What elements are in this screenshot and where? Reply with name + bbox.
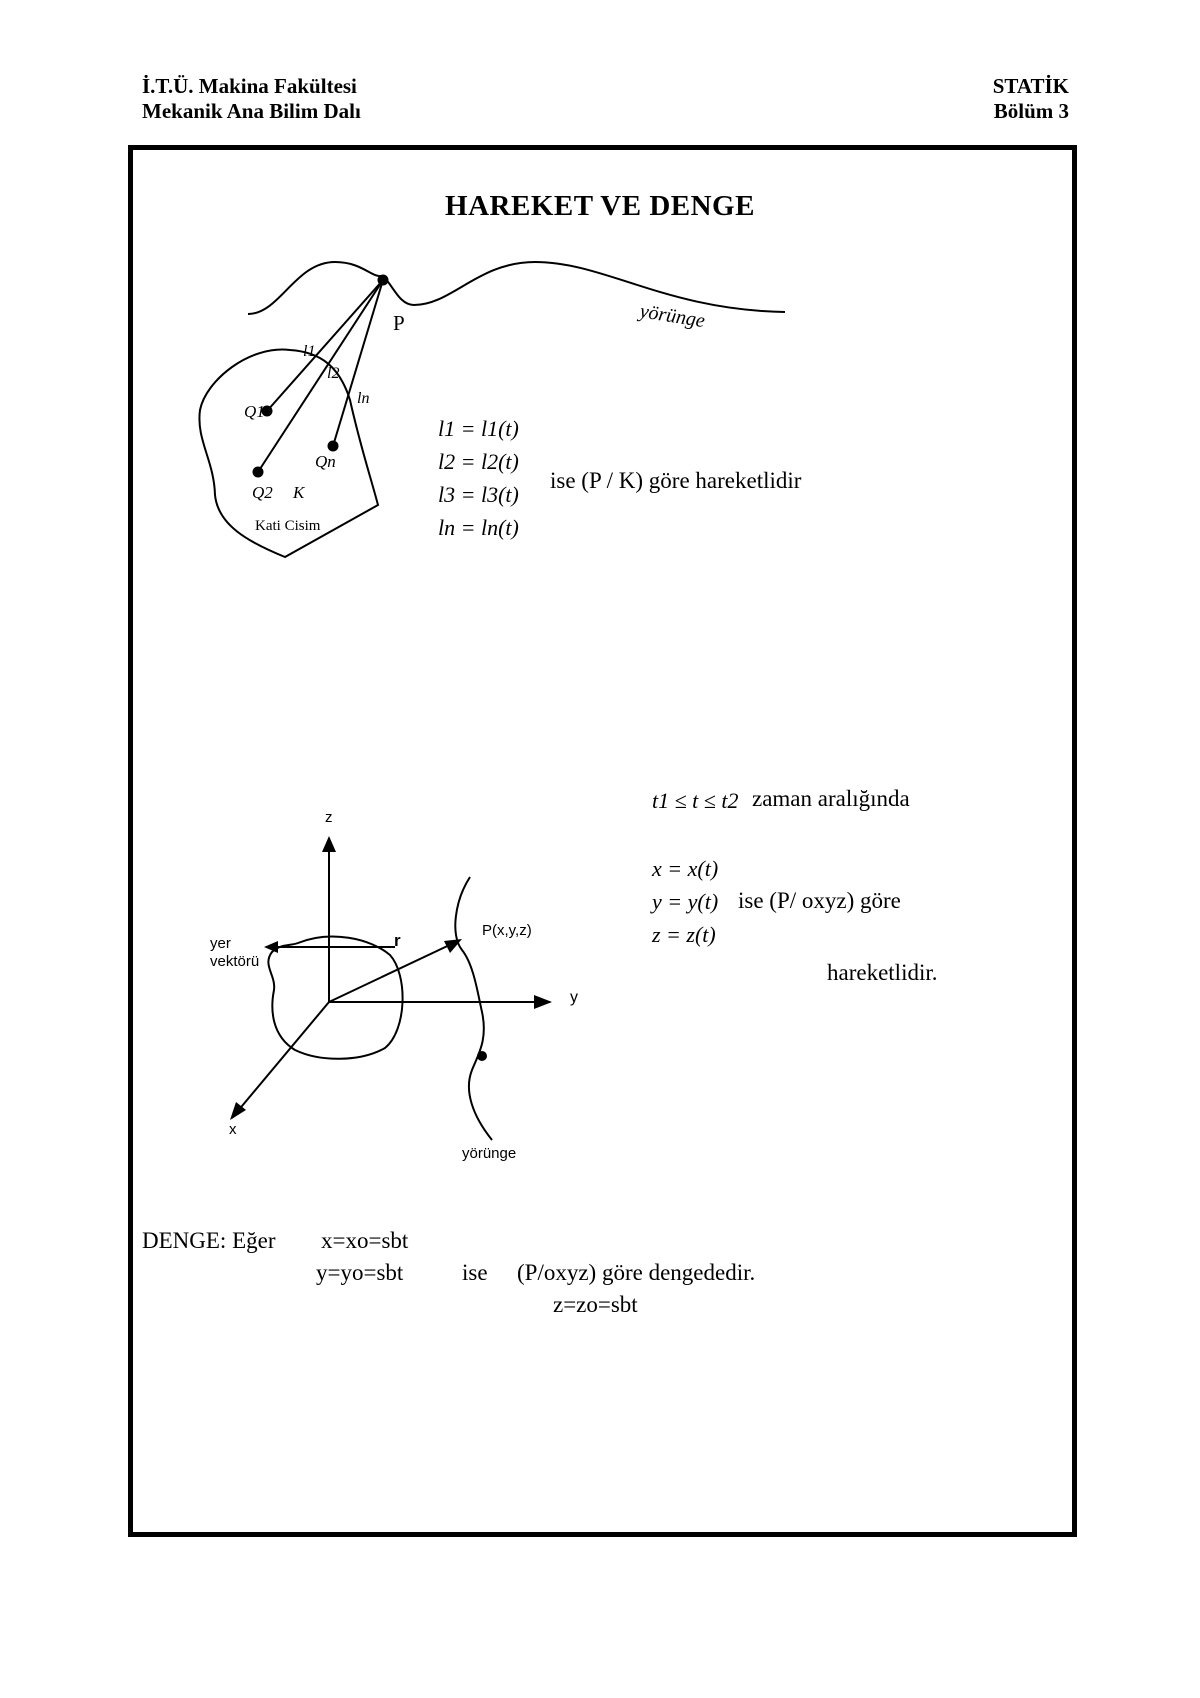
point-qn-dot (328, 441, 339, 452)
figure-2-points (477, 1051, 487, 1061)
r-label: r (394, 931, 401, 950)
equation-z: z = z(t) (652, 922, 716, 947)
equilibrium-y: y=yo=sbt (316, 1260, 404, 1285)
figure-2 (230, 836, 552, 1140)
equilibrium-z: z=zo=sbt (553, 1292, 638, 1317)
z-axis-label: z (325, 809, 333, 826)
equation-x: x = x(t) (652, 856, 719, 881)
body-blob (268, 937, 402, 1059)
position-vector-label-1: yer (210, 935, 231, 952)
solid-body-label: Kati Cisim (255, 518, 321, 534)
qn-label: Qn (315, 452, 336, 471)
point-xyz-label: P(x,y,z) (482, 922, 532, 939)
relative-motion-equations (438, 412, 519, 544)
equilibrium-prefix (142, 1225, 276, 1257)
z-axis-arrowhead (322, 836, 336, 852)
faculty-name: İ.T.Ü. Makina Fakültesi (142, 74, 357, 98)
department-name: Mekanik Ana Bilim Dalı (142, 99, 361, 123)
x-axis-line (232, 1002, 329, 1118)
position-vector-r (329, 941, 458, 1002)
position-vector-label-2: vektörü (210, 953, 260, 970)
point-p-label: P (393, 311, 405, 335)
course-name: STATİK (992, 74, 1069, 98)
l2-label: l2 (327, 365, 340, 382)
equation-ln: ln = ln(t) (438, 515, 519, 540)
page-title: HAREKET VE DENGE (445, 190, 755, 222)
line-l2 (258, 280, 383, 472)
ln-label: ln (357, 390, 370, 407)
y-axis-label: y (570, 989, 578, 1006)
point-q2-dot (253, 467, 264, 478)
relative-motion-conclusion: ise (P / K) göre hareketlidir (550, 468, 802, 493)
body-k-label: K (293, 483, 305, 502)
trajectory-label-2: yörünge (462, 1145, 517, 1162)
equilibrium-prefix-text: DENGE: Eğer (142, 1228, 276, 1253)
interval-equation: t1 ≤ t ≤ t2 (652, 788, 739, 813)
trajectory-label-1: yörünge (638, 300, 707, 333)
motion-mid-text: ise (P/ oxyz) göre (738, 888, 901, 913)
q1-label: Q1 (244, 402, 265, 421)
interval-text: zaman aralığında (752, 786, 910, 811)
equation-l1: l1 = l1(t) (438, 416, 519, 441)
equilibrium-x: x=xo=sbt (321, 1228, 409, 1253)
trajectory-curve-2 (455, 877, 492, 1140)
l1-label: l1 (303, 343, 316, 360)
figure-2-labels (210, 809, 578, 1162)
chapter-number: Bölüm 3 (993, 99, 1069, 123)
q2-label: Q2 (252, 483, 273, 502)
trajectory-curve-1 (248, 262, 785, 314)
equilibrium-middle: ise (462, 1260, 488, 1285)
motion-end-text: hareketlidir. (827, 960, 938, 985)
line-ln (333, 280, 383, 446)
equation-l3: l3 = l3(t) (438, 482, 519, 507)
equation-y: y = y(t) (652, 889, 719, 914)
pointer-arrowhead (264, 941, 278, 953)
equilibrium-conclusion: (P/oxyz) göre dengededir. (517, 1260, 756, 1285)
motion-equations (652, 852, 718, 951)
y-axis-arrowhead (534, 995, 552, 1009)
equation-l2: l2 = l2(t) (438, 449, 519, 474)
x-axis-label: x (229, 1121, 237, 1138)
point-p-dot (378, 275, 389, 286)
trajectory-point-dot (477, 1051, 487, 1061)
